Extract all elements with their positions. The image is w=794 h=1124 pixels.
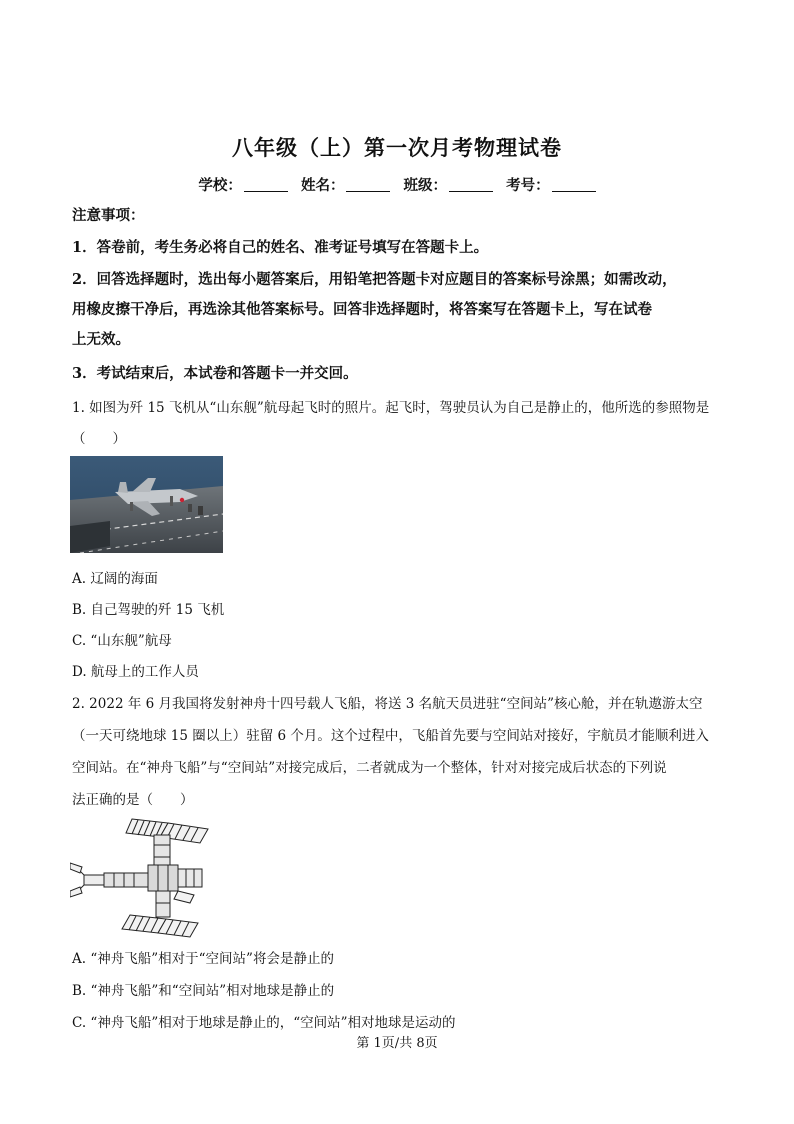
class-label: 班级： (403, 177, 448, 194)
q2-option-c: C. “神舟飞船”相对于地球是静止的，“空间站”相对地球是运动的 (72, 1015, 456, 1031)
notice-heading: 注意事项： (72, 207, 145, 224)
q2-stem-line-4: 法正确的是（ ） (72, 792, 194, 808)
name-blank (346, 191, 390, 192)
notice-item-2-line-2: 用橡皮擦干净后，再选涂其他答案标号。回答非选择题时，将答案写在答题卡上，写在试卷 (72, 301, 652, 318)
q1-option-c: C. “山东舰”航母 (72, 633, 172, 649)
q2-stem-line-2: （一天可绕地球 15 圈以上）驻留 6 个月。这个过程中，飞船首先要与空间站对接好，宇航员才能顺利进入 (72, 728, 709, 744)
notice-item-2-line-1: 2．回答选择题时，选出每小题答案后，用铅笔把答题卡对应题目的答案标号涂黑；如需改动， (72, 271, 677, 288)
name-label: 姓名： (300, 177, 345, 194)
school-label: 学校： (198, 177, 242, 194)
page-number: 第 1页/共 8页 (356, 1036, 438, 1051)
notice-item-2-line-3: 上无效。 (72, 331, 130, 348)
school-field (198, 177, 288, 194)
solar-panel-bottom (122, 915, 198, 937)
space-station-drawing (70, 815, 210, 938)
exam-title: 八年级（上）第一次月考物理试卷 (232, 135, 562, 160)
carrier-jet-photo (70, 456, 223, 553)
class-blank (449, 191, 493, 192)
id-label: 考号： (506, 177, 550, 194)
id-field (506, 177, 596, 194)
notice-item-3: 3．考试结束后，本试卷和答题卡一并交回。 (72, 365, 358, 382)
q1-option-a: A. 辽阔的海面 (72, 571, 158, 587)
q1-stem-line-2: （ ） (72, 431, 126, 447)
q2-option-b: B. “神舟飞船”和“空间站”相对地球是静止的 (72, 983, 335, 999)
class-field (404, 177, 494, 194)
q2-stem-line-1: 2. 2022 年 6 月我国将发射神舟十四号载人飞船，将送 3 名航天员进驻“空间站”核心舱，并在轨遨游太空 (72, 696, 703, 712)
school-blank (244, 191, 288, 192)
q1-stem-line-1: 1. 如图为歼 15 飞机从“山东舰”航母起飞时的照片。起飞时，驾驶员认为自己是静止的，他所选的参照物是 (72, 400, 710, 416)
q2-stem-line-3: 空间站。在“神舟飞船”与“空间站”对接完成后，二者就成为一个整体，针对对接完成后状态的下列说 (72, 760, 667, 776)
q1-option-d: D. 航母上的工作人员 (72, 664, 199, 680)
notice-item-1: 1．答卷前，考生务必将自己的姓名、准考证号填写在答题卡上。 (72, 239, 489, 256)
q2-option-a: A. “神舟飞船”相对于“空间站”将会是静止的 (72, 951, 334, 967)
name-field (301, 177, 391, 194)
id-blank (552, 191, 596, 192)
student-info-line (0, 174, 794, 195)
q1-option-b: B. 自己驾驶的歼 15 飞机 (72, 602, 225, 618)
